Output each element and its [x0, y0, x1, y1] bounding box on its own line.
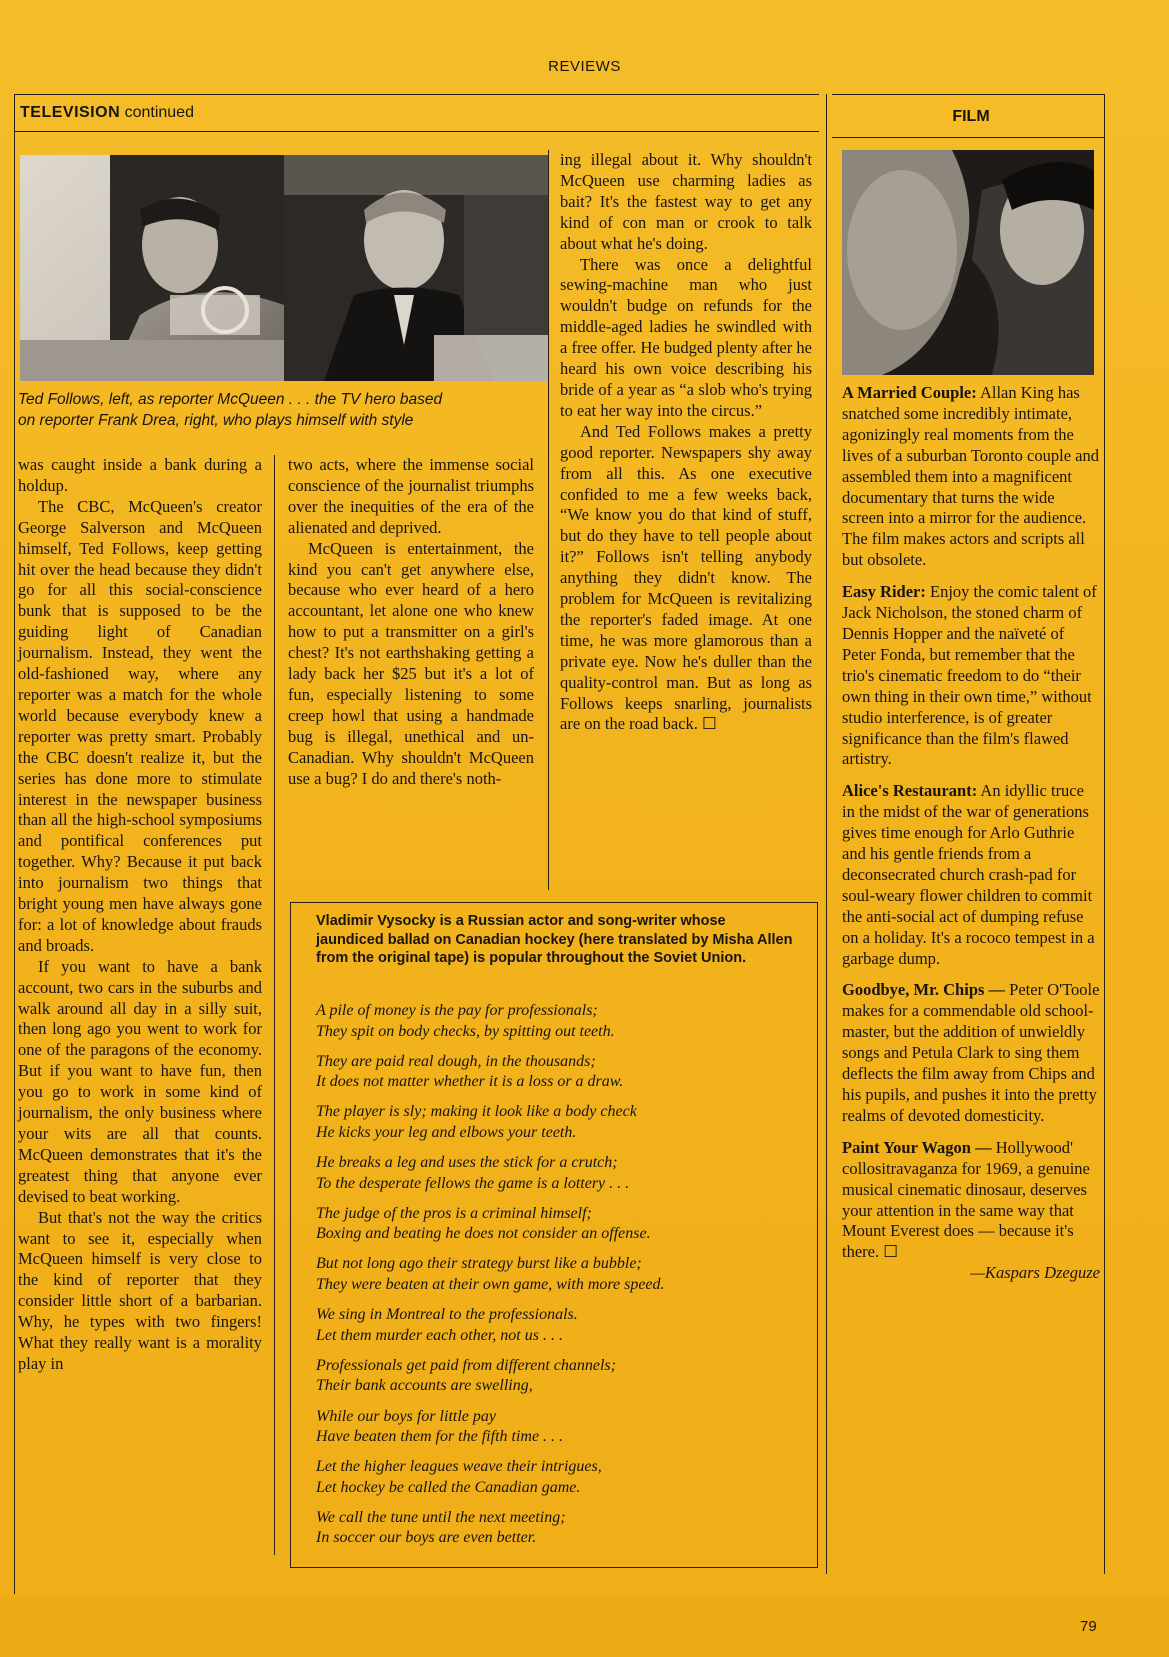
col3-paragraph: ing illegal about it. Why shouldn't McQueen use charming ladies as bait? It's the fastest way to get any kind of con man or crook to talk about what he's doing. [560, 150, 812, 253]
tv-label-rest: continued [124, 104, 194, 121]
right-border [1104, 94, 1105, 1574]
film-review [842, 781, 1100, 969]
poem-line: It does not matter whether it is a loss or a draw. [316, 1073, 624, 1091]
left-border [14, 94, 15, 1594]
film-section-label: FILM [952, 108, 990, 125]
tv-section-label [20, 104, 194, 122]
top-rule-film [832, 94, 1104, 95]
film-reviews [842, 383, 1100, 1284]
col2-paragraph: McQueen is entertainment, the kind you can't get anywhere else, because who ever heard of a hero accountant, let alone one who knew how to put a transmitter on a girl's chest? It's not earthshaking getting a lady back her $25 but it's a lot of fun, especially listening to some creep howl that using a handmade bug is illegal, unethical and un-Canadian. Why shouldn't McQueen use a bug? I do and there's noth- [288, 538, 534, 788]
film-title: Easy Rider: [842, 582, 926, 602]
film-review [842, 980, 1100, 1126]
page-number: 79 [1080, 1618, 1097, 1635]
poem-line: He breaks a leg and uses the stick for a crutch; [316, 1154, 618, 1172]
poem-line: Their bank accounts are swelling, [316, 1377, 533, 1395]
poem-line: He kicks your leg and elbows your teeth. [316, 1123, 577, 1141]
poem-stanza [316, 1001, 806, 1042]
film-review-text: Allan King has snatched some incredibly intimate, agonizingly real moments from the lives of a suburban Toronto couple and assembled them into a magnificent documentary that turns the wide screen into a mirror for the audience. The film makes actors and scripts all but obsolete. [842, 383, 1099, 570]
film-title: Alice's Restaurant: [842, 781, 978, 801]
film-title: Goodbye, Mr. Chips — [842, 980, 1006, 1000]
poem-stanza [316, 1356, 806, 1397]
film-review-text: Peter O'Toole makes for a commendable old school-master, but the addition of unwieldly songs and Petula Clark to sing them deflects the film away from Chips and his pupils, and pushes it into the pretty realms of devoted domesticity. [842, 980, 1100, 1125]
film-review [842, 582, 1100, 770]
film-review [842, 1138, 1100, 1263]
poem-line: They were beaten at their own game, with more speed. [316, 1275, 665, 1293]
col1-paragraph: was caught inside a bank during a holdup. [18, 455, 262, 495]
poem-line: We call the tune until the next meeting; [316, 1508, 566, 1526]
col3-paragraph: There was once a delightful sewing-machine man who just wouldn't budge on refunds for the middle-aged ladies he swindled with a free offer. He budged plenty after he heard his own voice describing his bride of a year as “a slob who's trying to eat her way into the circus.” [560, 254, 812, 420]
poem-line: We sing in Montreal to the professionals. [316, 1306, 578, 1324]
photo-ted-follows [20, 155, 284, 381]
poem-line: Professionals get paid from different channels; [316, 1356, 616, 1374]
caption-line-2: on reporter Frank Drea, right, who plays himself with style [18, 412, 414, 429]
film-title: Paint Your Wagon — [842, 1137, 992, 1157]
torn-edge [0, 1596, 1169, 1657]
top-rule-tv [14, 94, 819, 95]
poem-line: To the desperate fellows the game is a lottery . . . [316, 1174, 630, 1192]
hockey-ballad [316, 1001, 806, 1559]
col1-paragraph: If you want to have a bank account, two cars in the suburbs and walk around all day in a silly suit, then long ago you went to work for one of the paragons of the economy. But if you want to have fun, then you go to work in some kind of journalism, the only business where your wits are all that counts. McQueen demonstrates that it's the greatest thing that anyone ever devised to beat working. [18, 956, 262, 1206]
poem-stanza [316, 1254, 806, 1295]
film-label-rule [832, 137, 1104, 138]
poem-line: The player is sly; making it look like a body check [316, 1103, 637, 1121]
poem-stanza [316, 1153, 806, 1194]
poem-line: While our boys for little pay [316, 1407, 496, 1425]
photo-frank-drea [284, 155, 548, 381]
poem-line: But not long ago their strategy burst like a bubble; [316, 1255, 642, 1273]
tv-column-3 [560, 150, 812, 735]
caption-line-1: Ted Follows, left, as reporter McQueen . . . the TV hero based [18, 391, 443, 408]
col-divider-1 [274, 455, 275, 1555]
poem-line: They are paid real dough, in the thousands; [316, 1052, 596, 1070]
poem-line: Have beaten them for the fifth time . . . [316, 1428, 564, 1445]
film-reviewer-signature: —Kaspars Dzeguze [970, 1263, 1100, 1283]
poem-line: Let the higher leagues weave their intrigues, [316, 1458, 602, 1476]
poem-line: They spit on body checks, by spitting out teeth. [316, 1022, 615, 1040]
photo-caption [18, 389, 548, 431]
col1-paragraph: But that's not the way the critics want to see it, especially when McQueen himself is very close to the kind of reporter that they consider little short of a barbarian. Why, he types with two fingers! What they really want is a morality play in [18, 1207, 262, 1373]
poem-line: In soccer our boys are even better. [316, 1529, 537, 1547]
col2-paragraph: two acts, where the immense social conscience of the journalist triumphs over the inequities of the era of the alienated and deprived. [288, 455, 534, 537]
tv-column-2 [288, 455, 534, 790]
col3-paragraph: And Ted Follows makes a pretty good reporter. Newspapers shy away from all this. As one executive confided to me a few weeks back, “We know you do that kind of stuff, but do they have to tell people about it?” Follows isn't telling anybody anything they didn't know. The problem for McQueen is revitalizing the reporter's faded image. At one time, he was more glamorous than a private eye. Now he's duller than the quality-control man. But as long as Follows keeps snarling, journalists are on the road back. ☐ [560, 421, 812, 734]
film-review [842, 383, 1100, 571]
film-divider [826, 94, 827, 1574]
photo-married-couple [842, 150, 1094, 375]
film-review-text: Enjoy the comic talent of Jack Nicholson, the stoned charm of Dennis Hopper and the naïveté of Peter Fonda, but remember that the trio's cinematic freedom to do “their own thing in their own time,” without studio interference, is of greater significance than the film's flawed artistry. [842, 582, 1097, 769]
poem-stanza [316, 1102, 806, 1143]
poem-stanza [316, 1204, 806, 1245]
poem-stanza [316, 1457, 806, 1498]
film-review-text: An idyllic truce in the midst of the war of generations gives time enough for Arlo Guthrie and his gentle friends from a deconsecrated church crash-pad for soul-weary flower children to commit the anti-social act of dumping refuse on a holiday. It's a rococo tempest in a garbage dump. [842, 781, 1095, 968]
film-title: A Married Couple: [842, 383, 977, 402]
tv-label-bold: TELEVISION [20, 104, 121, 121]
tv-column-1 [18, 455, 262, 1375]
poem-line: Boxing and beating he does not consider an offense. [316, 1225, 651, 1243]
poem-line: A pile of money is the pay for professionals; [316, 1002, 598, 1019]
poem-stanza [316, 1305, 806, 1346]
poem-intro: Vladimir Vysocky is a Russian actor and song-writer whose jaundiced ballad on Canadian hockey (here translated by Misha Allen from the original tape) is popular throughout the Soviet Union. [316, 913, 793, 966]
film-review-text: Hollywood' collositravaganza for 1969, a genuine musical cinematic dinosaur, deserves your attention in the same way that Mount Everest does — because it's there. ☐ [842, 1137, 1090, 1262]
poem-stanza [316, 1052, 806, 1093]
section-header: REVIEWS [548, 58, 621, 75]
poem-line: Let hockey be called the Canadian game. [316, 1478, 581, 1496]
col-divider-2 [548, 150, 549, 890]
poem-stanza [316, 1508, 806, 1549]
col1-paragraph: The CBC, McQueen's creator George Salverson and McQueen himself, Ted Follows, keep getting hit over the head because they didn't go for all this social-conscience bunk that is supposed to be the guiding light of Canadian journalism. Instead, they went the old-fashioned way, where any reporter was a match for the whole world because everybody knew a reporter was pretty smart. Probably the CBC doesn't realize it, but the series has done more to stimulate interest in the newspaper business than all the high-school symposiums and pontifical conferences put together. Why? Because it put back into journalism two things that bright young men have always gone for: a lot of knowledge about frauds and broads. [18, 496, 262, 955]
tv-label-rule [14, 131, 819, 132]
poem-line: The judge of the pros is a criminal himself; [316, 1204, 592, 1222]
poem-line: Let them murder each other, not us . . . [316, 1326, 563, 1344]
poem-stanza [316, 1407, 806, 1448]
